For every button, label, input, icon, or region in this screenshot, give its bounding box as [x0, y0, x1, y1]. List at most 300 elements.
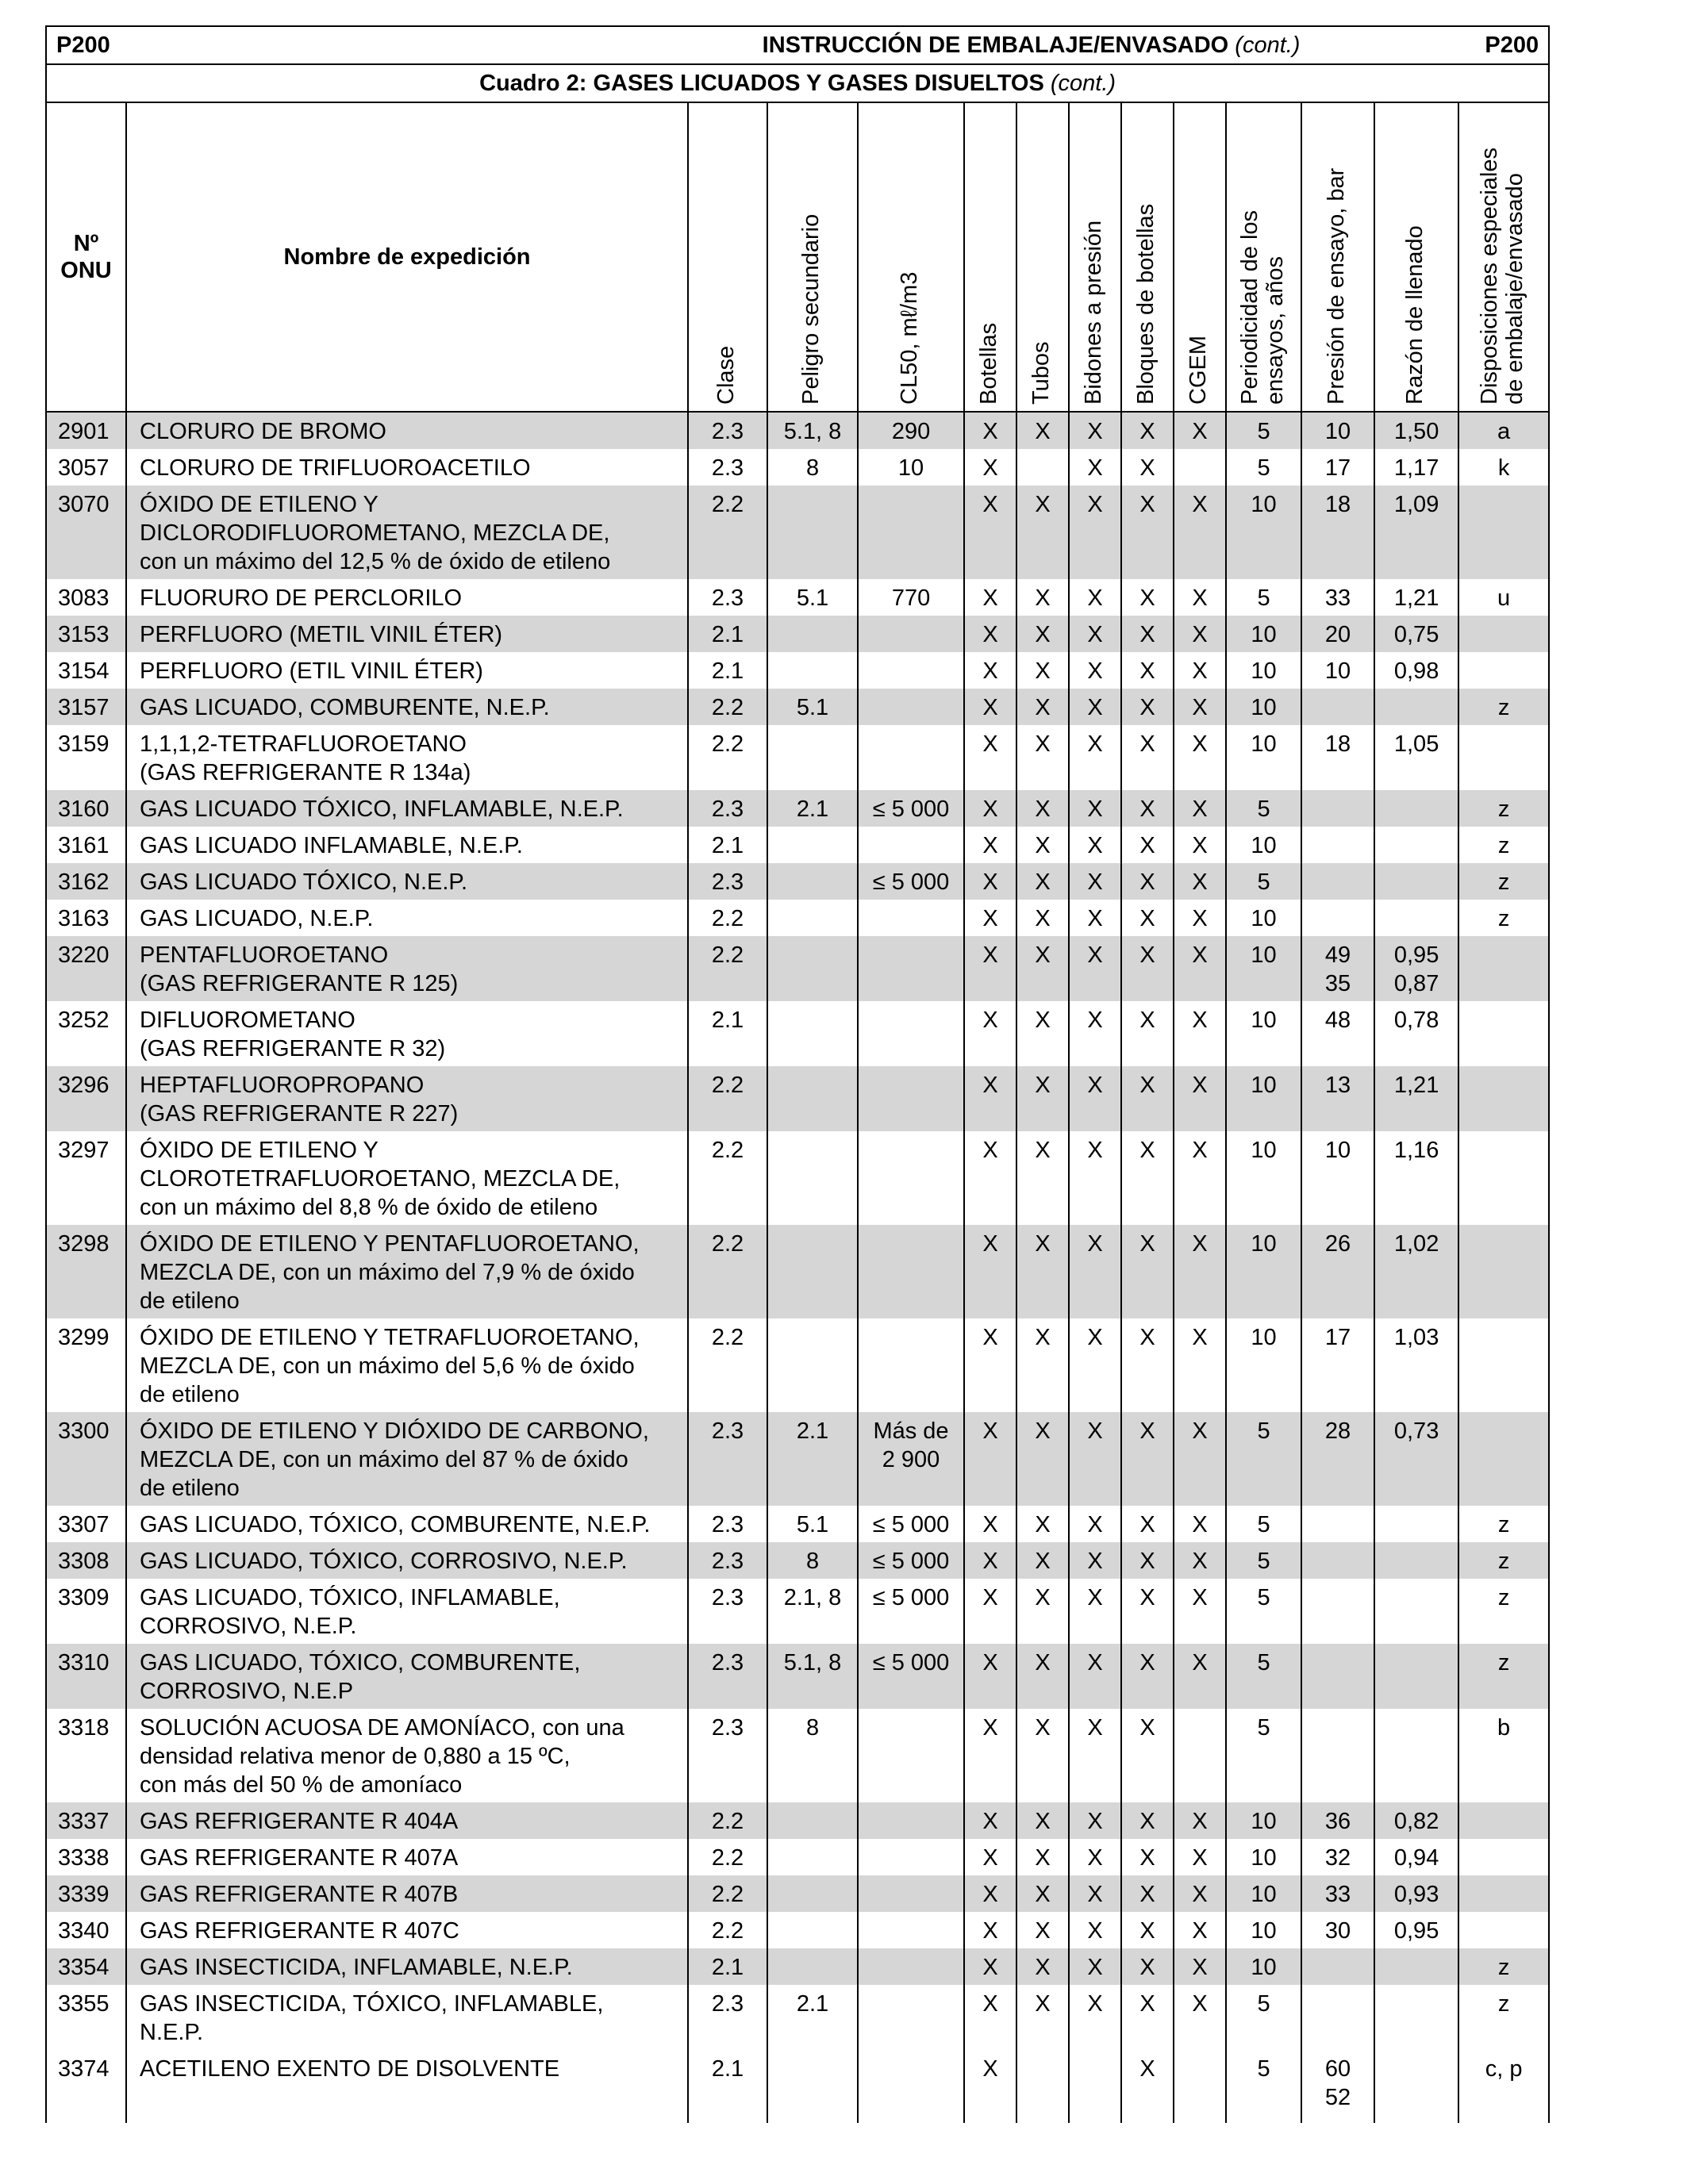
table-row	[46, 725, 1549, 790]
cell-razon: 1,16	[1374, 1131, 1458, 1225]
cell-pres: 48	[1301, 1001, 1374, 1066]
cell-blo: X	[1121, 863, 1174, 900]
cell-clase: 2.3	[688, 449, 767, 486]
cell-cl50	[858, 486, 964, 579]
cell-onu: 3339	[46, 1875, 126, 1912]
left-code: P200	[46, 26, 688, 64]
col-header-bloques: Bloques de botellas	[1121, 102, 1174, 412]
cell-disp: z	[1458, 863, 1549, 900]
cell-pres	[1301, 827, 1374, 863]
cell-per: 5	[1226, 1985, 1301, 2050]
cell-cl50: Más de 2 900	[858, 1412, 964, 1506]
cell-bot: X	[964, 1802, 1016, 1839]
cell-onu: 3153	[46, 616, 126, 652]
cell-bot: X	[964, 579, 1016, 616]
table-row	[46, 1225, 1549, 1318]
cell-bid: X	[1069, 1001, 1121, 1066]
cell-per: 10	[1226, 1912, 1301, 1948]
cell-per: 5	[1226, 863, 1301, 900]
cell-nombre: DIFLUOROMETANO (GAS REFRIGERANTE R 32)	[126, 1001, 688, 1066]
table-caption-row	[46, 64, 1549, 102]
cell-pres: 10	[1301, 652, 1374, 689]
table-row	[46, 1412, 1549, 1506]
page-title	[688, 26, 1374, 64]
cell-bid: X	[1069, 1875, 1121, 1912]
right-code: P200	[1374, 26, 1549, 64]
cell-bid: X	[1069, 1066, 1121, 1131]
cell-nombre: ÓXIDO DE ETILENO Y CLOROTETRAFLUOROETANO, MEZCLA DE, con un máximo del 8,8 % de óxido de etileno	[126, 1131, 688, 1225]
cell-bid: X	[1069, 412, 1121, 449]
cell-nombre: ÓXIDO DE ETILENO Y DIÓXIDO DE CARBONO, MEZCLA DE, con un máximo del 87 % de óxido de etileno	[126, 1412, 688, 1506]
cell-cgem: X	[1174, 1412, 1226, 1506]
cell-bot: X	[964, 1948, 1016, 1985]
cell-nombre: HEPTAFLUOROPROPANO (GAS REFRIGERANTE R 227)	[126, 1066, 688, 1131]
cell-peligro: 8	[767, 1709, 858, 1802]
cell-peligro	[767, 2050, 858, 2123]
cell-nombre: GAS REFRIGERANTE R 407B	[126, 1875, 688, 1912]
cell-onu: 3340	[46, 1912, 126, 1948]
cell-onu: 3298	[46, 1225, 126, 1318]
cell-nombre: GAS LICUADO, TÓXICO, COMBURENTE, N.E.P.	[126, 1506, 688, 1542]
cell-peligro: 8	[767, 1542, 858, 1579]
col-header-disposiciones: Disposiciones especiales de embalaje/envasado	[1458, 102, 1549, 412]
table-row	[46, 1948, 1549, 1985]
cell-bot: X	[964, 412, 1016, 449]
cell-bid: X	[1069, 1644, 1121, 1709]
cell-peligro: 2.1	[767, 1412, 858, 1506]
cell-per: 5	[1226, 1644, 1301, 1709]
page-title-cont: (cont.)	[1235, 32, 1301, 58]
cell-clase: 2.2	[688, 1912, 767, 1948]
cell-peligro: 8	[767, 449, 858, 486]
table-row	[46, 1644, 1549, 1709]
cell-razon	[1374, 900, 1458, 936]
cell-blo: X	[1121, 1001, 1174, 1066]
cell-bid	[1069, 2050, 1121, 2123]
cell-nombre: PERFLUORO (METIL VINIL ÉTER)	[126, 616, 688, 652]
cell-pres: 33	[1301, 579, 1374, 616]
cell-disp	[1458, 1131, 1549, 1225]
cell-razon: 1,21	[1374, 579, 1458, 616]
cell-bot: X	[964, 1579, 1016, 1644]
cell-cgem: X	[1174, 1318, 1226, 1412]
cell-bot: X	[964, 449, 1016, 486]
cell-cgem: X	[1174, 1912, 1226, 1948]
cell-clase: 2.2	[688, 486, 767, 579]
cell-blo: X	[1121, 652, 1174, 689]
cell-razon: 0,75	[1374, 616, 1458, 652]
cell-per: 5	[1226, 449, 1301, 486]
cell-pres: 17	[1301, 1318, 1374, 1412]
cell-disp	[1458, 1225, 1549, 1318]
cell-per: 10	[1226, 1948, 1301, 1985]
cell-cgem: X	[1174, 1001, 1226, 1066]
cell-bid: X	[1069, 1802, 1121, 1839]
col-header-tubos: Tubos	[1016, 102, 1069, 412]
cell-razon	[1374, 1948, 1458, 1985]
cell-bot: X	[964, 936, 1016, 1001]
cell-tub	[1016, 2050, 1069, 2123]
cell-cl50	[858, 1709, 964, 1802]
cell-blo: X	[1121, 1318, 1174, 1412]
cell-tub: X	[1016, 1948, 1069, 1985]
cell-bot: X	[964, 689, 1016, 725]
cell-cgem: X	[1174, 1875, 1226, 1912]
cell-blo: X	[1121, 1579, 1174, 1644]
cell-disp	[1458, 652, 1549, 689]
cell-pres	[1301, 790, 1374, 827]
cell-razon: 1,05	[1374, 725, 1458, 790]
cell-bot: X	[964, 863, 1016, 900]
cell-clase: 2.3	[688, 412, 767, 449]
cell-bid: X	[1069, 1985, 1121, 2050]
cell-razon: 0,93	[1374, 1875, 1458, 1912]
cell-bid: X	[1069, 1225, 1121, 1318]
table-row	[46, 2050, 1549, 2123]
cell-clase: 2.2	[688, 900, 767, 936]
cell-cgem: X	[1174, 1131, 1226, 1225]
table-row	[46, 936, 1549, 1001]
cell-cl50: ≤ 5 000	[858, 863, 964, 900]
cell-peligro	[767, 900, 858, 936]
cell-bid: X	[1069, 1579, 1121, 1644]
cell-cgem	[1174, 1709, 1226, 1802]
cell-pres	[1301, 1506, 1374, 1542]
cell-peligro: 2.1	[767, 1985, 858, 2050]
cell-pres: 10	[1301, 412, 1374, 449]
cell-blo: X	[1121, 449, 1174, 486]
cell-onu: 3354	[46, 1948, 126, 1985]
cell-bid: X	[1069, 1542, 1121, 1579]
cell-bot: X	[964, 725, 1016, 790]
cell-tub	[1016, 449, 1069, 486]
cell-bot: X	[964, 1225, 1016, 1318]
cell-bot: X	[964, 790, 1016, 827]
cell-clase: 2.2	[688, 1839, 767, 1875]
cell-cl50	[858, 1985, 964, 2050]
cell-clase: 2.3	[688, 1709, 767, 1802]
cell-per: 10	[1226, 1839, 1301, 1875]
cell-blo: X	[1121, 1066, 1174, 1131]
cell-per: 5	[1226, 412, 1301, 449]
table-row	[46, 1802, 1549, 1839]
col-header-bidones: Bidones a presión	[1069, 102, 1121, 412]
cell-bid: X	[1069, 936, 1121, 1001]
cell-bot: X	[964, 1709, 1016, 1802]
cell-bot: X	[964, 1001, 1016, 1066]
cell-disp	[1458, 1802, 1549, 1839]
cell-disp: z	[1458, 1506, 1549, 1542]
cell-blo: X	[1121, 412, 1174, 449]
cell-nombre: SOLUCIÓN ACUOSA DE AMONÍACO, con una densidad relativa menor de 0,880 a 15 ºC, con más del 50 % de amoníaco	[126, 1709, 688, 1802]
cell-onu: 3220	[46, 936, 126, 1001]
cell-cl50	[858, 1131, 964, 1225]
table-row	[46, 790, 1549, 827]
table-row	[46, 1875, 1549, 1912]
cell-peligro	[767, 1948, 858, 1985]
table-row	[46, 1001, 1549, 1066]
cell-clase: 2.3	[688, 579, 767, 616]
cell-onu: 3374	[46, 2050, 126, 2123]
cell-bot: X	[964, 1066, 1016, 1131]
cell-peligro	[767, 1839, 858, 1875]
cell-clase: 2.2	[688, 725, 767, 790]
cell-onu: 3297	[46, 1131, 126, 1225]
cell-clase: 2.3	[688, 1579, 767, 1644]
cell-blo: X	[1121, 2050, 1174, 2123]
cell-tub: X	[1016, 1066, 1069, 1131]
cell-cgem: X	[1174, 827, 1226, 863]
cell-blo: X	[1121, 1985, 1174, 2050]
cell-cgem: X	[1174, 1802, 1226, 1839]
cell-tub: X	[1016, 1644, 1069, 1709]
cell-onu: 3307	[46, 1506, 126, 1542]
cell-pres	[1301, 863, 1374, 900]
cell-cl50: ≤ 5 000	[858, 1644, 964, 1709]
table-row	[46, 900, 1549, 936]
cell-clase: 2.3	[688, 1506, 767, 1542]
cell-blo: X	[1121, 936, 1174, 1001]
cell-blo: X	[1121, 689, 1174, 725]
cell-nombre: GAS LICUADO, TÓXICO, INFLAMABLE, CORROSIVO, N.E.P.	[126, 1579, 688, 1644]
table-row	[46, 1912, 1549, 1948]
cell-peligro	[767, 827, 858, 863]
cell-per: 5	[1226, 790, 1301, 827]
cell-razon: 1,03	[1374, 1318, 1458, 1412]
cell-disp: z	[1458, 1985, 1549, 2050]
cell-cl50	[858, 1001, 964, 1066]
cell-per: 5	[1226, 1709, 1301, 1802]
cell-pres: 10	[1301, 1131, 1374, 1225]
cell-blo: X	[1121, 1875, 1174, 1912]
col-header-razon: Razón de llenado	[1374, 102, 1458, 412]
cell-bid: X	[1069, 486, 1121, 579]
cell-razon	[1374, 790, 1458, 827]
cell-cgem: X	[1174, 1542, 1226, 1579]
cell-peligro	[767, 1318, 858, 1412]
cell-nombre: CLORURO DE BROMO	[126, 412, 688, 449]
col-header-periodicidad: Periodicidad de los ensayos, años	[1226, 102, 1301, 412]
cell-blo: X	[1121, 827, 1174, 863]
cell-pres: 36	[1301, 1802, 1374, 1839]
cell-tub: X	[1016, 486, 1069, 579]
cell-per: 10	[1226, 900, 1301, 936]
cell-pres: 18	[1301, 725, 1374, 790]
col-header-cgem: CGEM	[1174, 102, 1226, 412]
cell-pres	[1301, 1644, 1374, 1709]
cell-clase: 2.3	[688, 1542, 767, 1579]
cell-peligro	[767, 616, 858, 652]
cell-cgem	[1174, 449, 1226, 486]
cell-nombre: PENTAFLUOROETANO (GAS REFRIGERANTE R 125)	[126, 936, 688, 1001]
cell-razon: 0,95 0,87	[1374, 936, 1458, 1001]
cell-cl50: ≤ 5 000	[858, 1579, 964, 1644]
cell-peligro	[767, 486, 858, 579]
table-row	[46, 1985, 1549, 2050]
cell-onu: 3161	[46, 827, 126, 863]
cell-razon	[1374, 1542, 1458, 1579]
cell-blo: X	[1121, 616, 1174, 652]
cell-razon: 0,82	[1374, 1802, 1458, 1839]
table-row	[46, 1579, 1549, 1644]
cell-disp: c, p	[1458, 2050, 1549, 2123]
cell-peligro	[767, 1066, 858, 1131]
cell-cgem: X	[1174, 486, 1226, 579]
cell-disp: k	[1458, 449, 1549, 486]
cell-tub: X	[1016, 652, 1069, 689]
cell-disp	[1458, 1001, 1549, 1066]
cell-blo: X	[1121, 1839, 1174, 1875]
cell-tub: X	[1016, 936, 1069, 1001]
cell-per: 10	[1226, 689, 1301, 725]
cell-blo: X	[1121, 486, 1174, 579]
cell-per: 10	[1226, 652, 1301, 689]
cell-cl50	[858, 1912, 964, 1948]
cell-pres	[1301, 1948, 1374, 1985]
cell-nombre: CLORURO DE TRIFLUOROACETILO	[126, 449, 688, 486]
cell-tub: X	[1016, 1912, 1069, 1948]
cell-disp	[1458, 1412, 1549, 1506]
cell-disp: z	[1458, 689, 1549, 725]
cell-peligro	[767, 1875, 858, 1912]
cell-pres	[1301, 1579, 1374, 1644]
cell-disp: z	[1458, 900, 1549, 936]
table-row	[46, 1131, 1549, 1225]
cell-pres: 20	[1301, 616, 1374, 652]
cell-cl50	[858, 1066, 964, 1131]
cell-disp	[1458, 936, 1549, 1001]
table-row	[46, 486, 1549, 579]
cell-tub: X	[1016, 1412, 1069, 1506]
cell-cgem: X	[1174, 1644, 1226, 1709]
cell-onu: 3252	[46, 1001, 126, 1066]
cell-cl50	[858, 1839, 964, 1875]
table-row	[46, 412, 1549, 449]
cell-peligro: 5.1	[767, 579, 858, 616]
cell-onu: 3310	[46, 1644, 126, 1709]
cell-disp: z	[1458, 827, 1549, 863]
cell-tub: X	[1016, 1709, 1069, 1802]
cell-blo: X	[1121, 790, 1174, 827]
cell-cgem: X	[1174, 863, 1226, 900]
cell-cl50	[858, 725, 964, 790]
cell-tub: X	[1016, 1001, 1069, 1066]
cell-pres: 18	[1301, 486, 1374, 579]
cell-bid: X	[1069, 827, 1121, 863]
cell-clase: 2.2	[688, 1318, 767, 1412]
cell-onu: 3157	[46, 689, 126, 725]
cell-cl50	[858, 689, 964, 725]
table-caption	[46, 64, 1549, 102]
cell-bot: X	[964, 1506, 1016, 1542]
cell-tub: X	[1016, 689, 1069, 725]
cell-peligro: 5.1	[767, 689, 858, 725]
cell-nombre: GAS REFRIGERANTE R 407A	[126, 1839, 688, 1875]
cell-tub: X	[1016, 1875, 1069, 1912]
cell-disp: z	[1458, 1579, 1549, 1644]
cell-blo: X	[1121, 1225, 1174, 1318]
cell-pres: 13	[1301, 1066, 1374, 1131]
cell-per: 10	[1226, 1318, 1301, 1412]
col-header-cl50: CL50, mℓ/m3	[858, 102, 964, 412]
cell-per: 10	[1226, 1875, 1301, 1912]
cell-clase: 2.3	[688, 1644, 767, 1709]
cell-onu: 3083	[46, 579, 126, 616]
cell-razon	[1374, 2050, 1458, 2123]
cell-cgem: X	[1174, 1066, 1226, 1131]
cell-clase: 2.2	[688, 1875, 767, 1912]
cell-cgem: X	[1174, 652, 1226, 689]
cell-clase: 2.3	[688, 790, 767, 827]
cell-bid: X	[1069, 1912, 1121, 1948]
cell-tub: X	[1016, 1131, 1069, 1225]
cell-cl50	[858, 1802, 964, 1839]
cell-bot: X	[964, 652, 1016, 689]
cell-blo: X	[1121, 1912, 1174, 1948]
cell-blo: X	[1121, 1709, 1174, 1802]
cell-onu: 3154	[46, 652, 126, 689]
cell-peligro: 5.1, 8	[767, 412, 858, 449]
cell-clase: 2.1	[688, 1001, 767, 1066]
cell-nombre: FLUORURO DE PERCLORILO	[126, 579, 688, 616]
table-row	[46, 616, 1549, 652]
table-row	[46, 1066, 1549, 1131]
cell-peligro	[767, 936, 858, 1001]
table-body	[46, 412, 1549, 2123]
cell-razon: 1,17	[1374, 449, 1458, 486]
cell-pres	[1301, 900, 1374, 936]
cell-bot: X	[964, 1131, 1016, 1225]
cell-per: 5	[1226, 1506, 1301, 1542]
cell-cgem: X	[1174, 1985, 1226, 2050]
cell-razon	[1374, 1579, 1458, 1644]
cell-disp	[1458, 1875, 1549, 1912]
cell-nombre: PERFLUORO (ETIL VINIL ÉTER)	[126, 652, 688, 689]
column-header-row	[46, 102, 1549, 412]
cell-disp	[1458, 616, 1549, 652]
cell-onu: 3318	[46, 1709, 126, 1802]
cell-blo: X	[1121, 1948, 1174, 1985]
cell-bid: X	[1069, 689, 1121, 725]
cell-cl50: 770	[858, 579, 964, 616]
cell-onu: 3337	[46, 1802, 126, 1839]
cell-bot: X	[964, 827, 1016, 863]
cell-cl50	[858, 616, 964, 652]
cell-bot: X	[964, 616, 1016, 652]
cell-per: 10	[1226, 486, 1301, 579]
cell-nombre: ÓXIDO DE ETILENO Y TETRAFLUOROETANO, MEZCLA DE, con un máximo del 5,6 % de óxido de etileno	[126, 1318, 688, 1412]
cell-bid: X	[1069, 1948, 1121, 1985]
cell-disp: b	[1458, 1709, 1549, 1802]
cell-onu: 3300	[46, 1412, 126, 1506]
cell-cl50: ≤ 5 000	[858, 790, 964, 827]
cell-razon: 0,98	[1374, 652, 1458, 689]
cell-blo: X	[1121, 1542, 1174, 1579]
cell-clase: 2.1	[688, 2050, 767, 2123]
cell-onu: 3309	[46, 1579, 126, 1644]
gases-table	[45, 25, 1550, 2123]
page-header-bar	[46, 26, 1549, 64]
cell-pres: 32	[1301, 1839, 1374, 1875]
cell-cl50	[858, 2050, 964, 2123]
cell-bot: X	[964, 1985, 1016, 2050]
cell-clase: 2.1	[688, 1948, 767, 1985]
cell-nombre: GAS LICUADO, TÓXICO, COMBURENTE, CORROSIVO, N.E.P	[126, 1644, 688, 1709]
cell-peligro	[767, 725, 858, 790]
cell-clase: 2.2	[688, 1802, 767, 1839]
cell-peligro: 5.1, 8	[767, 1644, 858, 1709]
cell-onu: 3070	[46, 486, 126, 579]
